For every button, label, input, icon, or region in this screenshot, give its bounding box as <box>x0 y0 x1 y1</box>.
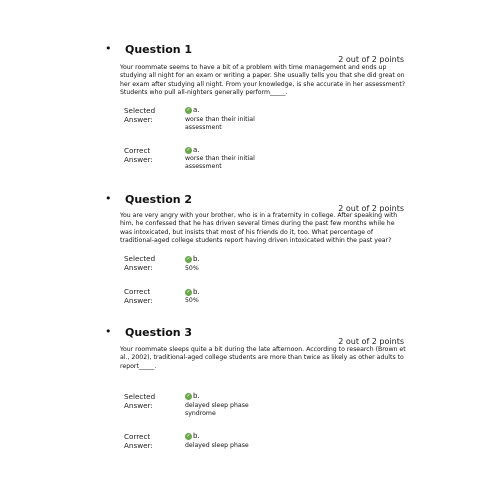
bullet: • <box>105 42 112 55</box>
selected-answer-letter: b. <box>193 392 200 400</box>
question-stem: Your roommate sleeps quite a bit during the late afternoon. According to research (Brown et al., 2002), traditional-aged college students are more than twice as likely as other adults to report_____. <box>120 346 406 370</box>
selected-answer-mark <box>185 392 200 401</box>
check-icon: ✓ <box>186 288 191 295</box>
correct-answer-text: delayed sleep phase <box>185 442 249 449</box>
question-stem: You are very angry with your brother, who is in a fraternity in college. After speaking with him, he confessed that he has driven several times during the past few months while he was intoxicated, but insists that most of his friends do it, too. What percentage of traditional-aged college students report having driven intoxicated within the past year? <box>120 212 398 245</box>
question-title: Question 2 <box>125 193 193 206</box>
question-points: 2 out of 2 points <box>338 55 404 64</box>
check-icon: ✓ <box>186 106 191 113</box>
question-title: Question 1 <box>125 43 193 56</box>
selected-answer-text: 50% <box>185 265 199 272</box>
correct-answer-text: 50% <box>185 297 199 304</box>
selected-answer-label: Selected Answer: <box>124 106 156 124</box>
correct-answer-mark <box>185 288 200 297</box>
check-icon: ✓ <box>186 255 191 262</box>
bullet: • <box>105 192 112 205</box>
correct-answer-letter: b. <box>193 288 200 296</box>
correct-answer-mark <box>185 146 200 155</box>
question-points: 2 out of 2 points <box>338 204 404 213</box>
selected-answer-text: delayed sleep phase syndrome <box>185 402 249 417</box>
question-stem: Your roommate seems to have a bit of a problem with time management and ends up studying all night for an exam or writing a paper. She usually tells you that she did great on her exam after studying all night. From your knowledge, is she accurate in her assessment? Students who pull all-nighters generally perform_____. <box>120 64 406 97</box>
bullet: • <box>105 325 112 338</box>
selected-answer-mark <box>185 106 200 115</box>
correct-answer-letter: b. <box>193 432 200 440</box>
correct-answer-label: Correct Answer: <box>124 432 153 450</box>
correct-answer-mark <box>185 432 200 441</box>
selected-answer-label: Selected Answer: <box>124 254 156 272</box>
selected-answer-letter: b. <box>193 255 200 263</box>
question-title: Question 3 <box>125 326 193 339</box>
correct-answer-label: Correct Answer: <box>124 287 153 305</box>
selected-answer-label: Selected Answer: <box>124 392 156 410</box>
correct-answer-letter: a. <box>193 146 200 154</box>
correct-answer-label: Correct Answer: <box>124 146 153 164</box>
selected-answer-text: worse than their initial assessment <box>185 116 255 131</box>
correct-answer-text: worse than their initial assessment <box>185 155 255 170</box>
check-icon: ✓ <box>186 432 191 439</box>
question-points: 2 out of 2 points <box>338 337 404 346</box>
selected-answer-mark <box>185 255 200 264</box>
check-icon: ✓ <box>186 392 191 399</box>
check-icon: ✓ <box>186 146 191 153</box>
selected-answer-letter: a. <box>193 106 200 114</box>
